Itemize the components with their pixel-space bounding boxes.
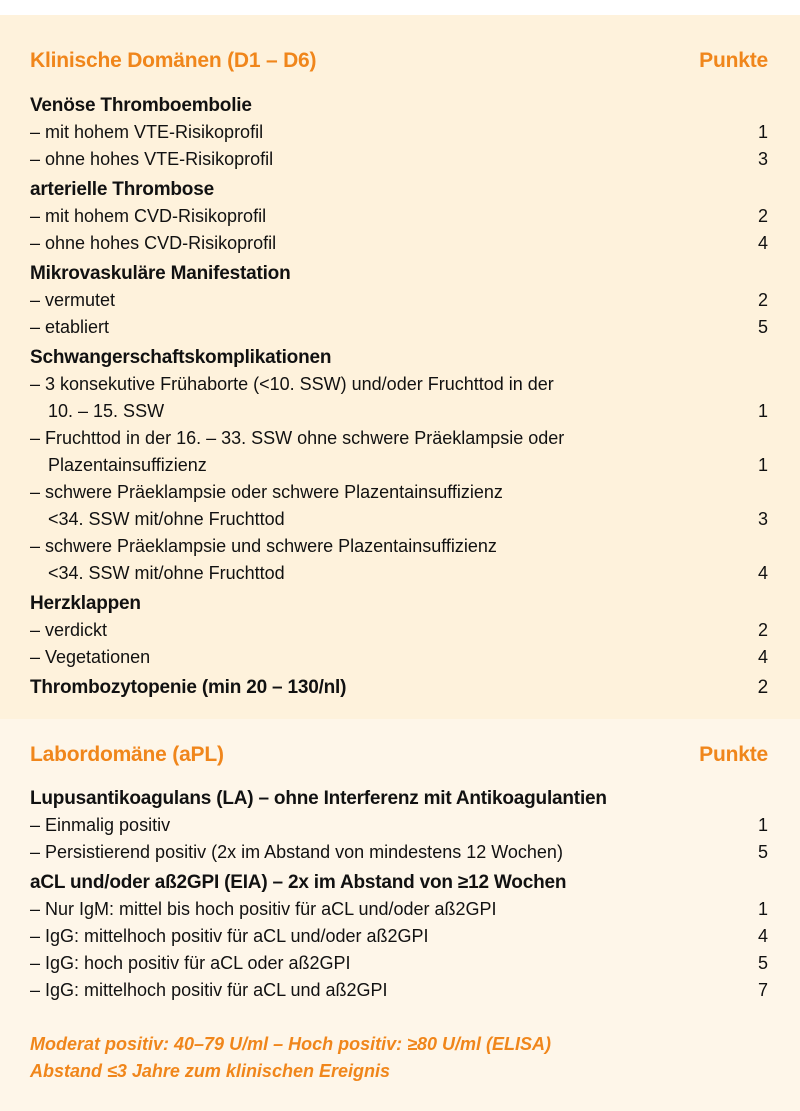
lab-footnotes bbox=[30, 1031, 551, 1085]
criteria-item bbox=[30, 812, 768, 839]
criteria-item bbox=[30, 146, 768, 173]
criteria-group bbox=[30, 869, 768, 1004]
criteria-line: – IgG: mittelhoch positiv für aCL und aß2GPI bbox=[30, 980, 388, 1000]
criteria-line: – IgG: hoch positiv für aCL oder aß2GPI bbox=[30, 953, 351, 973]
group-title-text: Thrombozytopenie (min 20 – 130/nl) bbox=[30, 677, 347, 698]
clinical-heading: Klinische Domänen (D1 – D6) bbox=[30, 49, 317, 72]
criteria-item bbox=[30, 479, 768, 533]
criteria-line: – Nur IgM: mittel bis hoch positiv für aCL und/oder aß2GPI bbox=[30, 899, 497, 919]
criteria-item-text bbox=[30, 119, 748, 146]
criteria-item bbox=[30, 923, 768, 950]
criteria-item-text bbox=[30, 146, 748, 173]
criteria-item bbox=[30, 617, 768, 644]
criteria-item-text bbox=[30, 479, 748, 533]
points-value: 1 bbox=[757, 401, 768, 421]
points-value: 5 bbox=[757, 842, 768, 862]
criteria-item bbox=[30, 314, 768, 341]
group-title bbox=[30, 590, 768, 617]
criteria-item-text bbox=[30, 425, 748, 479]
lab-heading: Labordomäne (aPL) bbox=[30, 743, 224, 766]
criteria-line: – IgG: mittelhoch positiv für aCL und/oder aß2GPI bbox=[30, 926, 429, 946]
group-title-text: Schwangerschaftskomplikationen bbox=[30, 347, 332, 368]
group-title bbox=[30, 674, 768, 701]
criteria-line: – schwere Präeklampsie und schwere Plazentainsuffizienz bbox=[30, 536, 497, 556]
top-margin bbox=[0, 0, 800, 15]
group-title bbox=[30, 344, 768, 371]
criteria-item-text bbox=[30, 977, 748, 1004]
points-value: 1 bbox=[757, 815, 768, 835]
criteria-line: – Persistierend positiv (2x im Abstand von mindestens 12 Wochen) bbox=[30, 842, 563, 862]
clinical-criteria-list bbox=[30, 92, 768, 704]
criteria-item bbox=[30, 425, 768, 479]
criteria-line: – vermutet bbox=[30, 290, 116, 310]
points-value: 2 bbox=[757, 290, 768, 310]
criteria-line: <34. SSW mit/ohne Fruchttod bbox=[48, 563, 285, 583]
points-value: 2 bbox=[757, 677, 768, 698]
criteria-item bbox=[30, 230, 768, 257]
criteria-group bbox=[30, 344, 768, 587]
criteria-item-text bbox=[30, 617, 748, 644]
criteria-group bbox=[30, 92, 768, 173]
criteria-item bbox=[30, 950, 768, 977]
criteria-item-text bbox=[30, 230, 748, 257]
criteria-item-text bbox=[30, 950, 748, 977]
points-value: 2 bbox=[757, 620, 768, 640]
points-value: 4 bbox=[757, 233, 768, 253]
group-title-text: Lupusantikoagulans (LA) – ohne Interferenz mit Antikoagulantien bbox=[30, 788, 607, 809]
lab-criteria-list bbox=[30, 785, 768, 1007]
group-title bbox=[30, 92, 768, 119]
criteria-item bbox=[30, 977, 768, 1004]
criteria-item-text bbox=[30, 644, 748, 671]
criteria-item bbox=[30, 644, 768, 671]
criteria-item-text bbox=[30, 923, 748, 950]
lab-points-label: Punkte bbox=[699, 743, 768, 766]
points-value: 5 bbox=[757, 317, 768, 337]
criteria-line: – Einmalig positiv bbox=[30, 815, 171, 835]
criteria-group bbox=[30, 176, 768, 257]
criteria-group bbox=[30, 260, 768, 341]
criteria-item-text bbox=[30, 812, 748, 839]
group-title-text: arterielle Thrombose bbox=[30, 179, 214, 200]
points-value: 1 bbox=[757, 899, 768, 919]
group-title-text: Mikrovaskuläre Manifestation bbox=[30, 263, 291, 284]
criteria-item-text bbox=[30, 314, 748, 341]
group-title-text: aCL und/oder aß2GPI (EIA) – 2x im Abstand von ≥12 Wochen bbox=[30, 872, 567, 893]
lab-header bbox=[30, 743, 768, 767]
criteria-item bbox=[30, 371, 768, 425]
criteria-item bbox=[30, 119, 768, 146]
criteria-line: Plazentainsuffizienz bbox=[48, 455, 207, 475]
points-value: 3 bbox=[757, 509, 768, 529]
criteria-item bbox=[30, 896, 768, 923]
criteria-line: – mit hohem CVD-Risikoprofil bbox=[30, 206, 267, 226]
criteria-line: 10. – 15. SSW bbox=[48, 401, 165, 421]
points-value: 7 bbox=[757, 980, 768, 1000]
clinical-domains-panel bbox=[0, 15, 800, 719]
group-title-text: Venöse Thromboembolie bbox=[30, 95, 252, 116]
points-value: 3 bbox=[757, 149, 768, 169]
criteria-item-text bbox=[30, 839, 748, 866]
criteria-item bbox=[30, 533, 768, 587]
criteria-item bbox=[30, 287, 768, 314]
criteria-group bbox=[30, 785, 768, 866]
points-value: 2 bbox=[757, 206, 768, 226]
group-title bbox=[30, 260, 768, 287]
points-value: 4 bbox=[757, 563, 768, 583]
criteria-line: – Vegetationen bbox=[30, 647, 151, 667]
points-value: 4 bbox=[757, 647, 768, 667]
criteria-line: <34. SSW mit/ohne Fruchttod bbox=[48, 509, 285, 529]
lab-domain-panel bbox=[0, 719, 800, 1111]
points-value: 5 bbox=[757, 953, 768, 973]
criteria-item-text bbox=[30, 896, 748, 923]
criteria-line: – ohne hohes CVD-Risikoprofil bbox=[30, 233, 277, 253]
criteria-line: – 3 konsekutive Frühaborte (<10. SSW) und/oder Fruchttod in der bbox=[30, 374, 554, 394]
group-title-text: Herzklappen bbox=[30, 593, 141, 614]
footnote-line: Moderat positiv: 40–79 U/ml – Hoch positiv: ≥80 U/ml (ELISA) bbox=[30, 1034, 551, 1054]
criteria-line: – verdickt bbox=[30, 620, 108, 640]
criteria-item bbox=[30, 203, 768, 230]
criteria-item-text bbox=[30, 533, 748, 587]
criteria-group bbox=[30, 590, 768, 671]
points-value: 1 bbox=[757, 455, 768, 475]
criteria-item-text bbox=[30, 203, 748, 230]
group-title bbox=[30, 869, 768, 896]
clinical-points-label: Punkte bbox=[699, 49, 768, 72]
criteria-line: – schwere Präeklampsie oder schwere Plazentainsuffizienz bbox=[30, 482, 503, 502]
clinical-header bbox=[30, 49, 768, 73]
criteria-item-text bbox=[30, 287, 748, 314]
points-value: 4 bbox=[757, 926, 768, 946]
criteria-group bbox=[30, 674, 768, 701]
criteria-item-text bbox=[30, 371, 748, 425]
group-title bbox=[30, 176, 768, 203]
criteria-item bbox=[30, 839, 768, 866]
footnote-line: Abstand ≤3 Jahre zum klinischen Ereignis bbox=[30, 1061, 390, 1081]
group-title bbox=[30, 785, 768, 812]
criteria-line: – ohne hohes VTE-Risikoprofil bbox=[30, 149, 274, 169]
points-value: 1 bbox=[757, 122, 768, 142]
criteria-line: – mit hohem VTE-Risikoprofil bbox=[30, 122, 264, 142]
criteria-line: – etabliert bbox=[30, 317, 110, 337]
criteria-line: – Fruchttod in der 16. – 33. SSW ohne schwere Präeklampsie oder bbox=[30, 428, 565, 448]
